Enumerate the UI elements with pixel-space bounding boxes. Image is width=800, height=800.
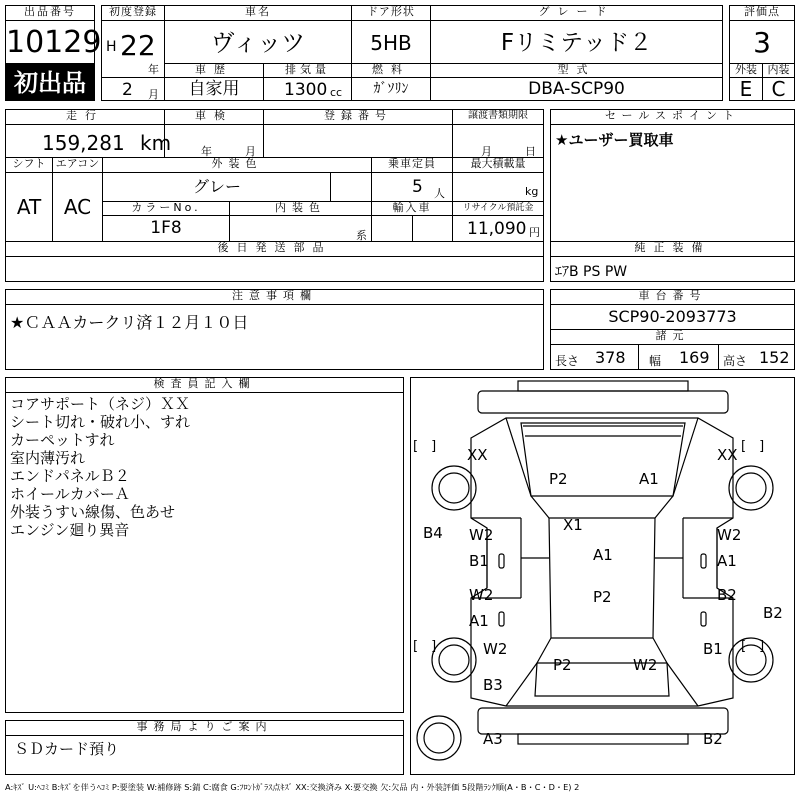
recycle-cell: 11,090 円 <box>452 215 544 242</box>
registration-month-cell: 2 月 <box>101 77 165 101</box>
damage-code: B2 <box>763 604 783 622</box>
interior-color-header: 内装色 <box>229 201 372 216</box>
damage-code: W2 <box>483 640 508 658</box>
svg-text:[ ]: [ ] <box>413 639 437 654</box>
damage-code: B2 <box>717 586 737 604</box>
dimensions-header: 諸元 <box>550 329 795 345</box>
max-load-cell: kg <box>452 172 544 202</box>
first-listing-badge: 初出品 <box>5 63 95 101</box>
inspector-line: カーペットすれ <box>10 431 115 449</box>
sales-point-header: セールスポイント <box>550 109 795 125</box>
damage-code: XX <box>717 446 738 464</box>
damage-code: B2 <box>703 730 723 748</box>
notes-header: 注意事項欄 <box>5 289 544 305</box>
damage-code: W2 <box>633 656 658 674</box>
inspector-line: コアサポート（ネジ）ＸＸ <box>10 395 191 413</box>
damage-code: B3 <box>483 676 503 694</box>
era-value: H <box>106 39 117 55</box>
history-cell: 自家用 <box>164 77 264 101</box>
svg-text:[ ]: [ ] <box>741 639 765 654</box>
color-no-header: カラーNo. <box>102 201 230 216</box>
grade-header: グレード <box>430 5 723 21</box>
exterior-color-cell: グレー <box>102 172 372 202</box>
aircon-cell: AC <box>52 172 103 242</box>
damage-code: A1 <box>717 552 737 570</box>
sales-point-text: ★ユーザー買取車 <box>555 131 674 149</box>
interior-rating-cell: C <box>762 77 795 101</box>
max-load-header: 最大積載量 <box>452 157 544 173</box>
inspector-line: ホイールカバーＡ <box>10 485 130 503</box>
inspector-line: シート切れ・破れ小、すれ <box>10 413 191 431</box>
inspector-lines <box>10 395 190 539</box>
import-cell-right <box>412 215 453 242</box>
notes-cell <box>5 304 544 370</box>
registration-number-header: 登録番号 <box>263 109 453 125</box>
inspection-header: 車検 <box>164 109 264 125</box>
registration-month: 2 <box>122 80 133 100</box>
interior-rating-header: 内装 <box>762 63 795 78</box>
mileage-value: 159,281 <box>42 131 125 155</box>
damage-code: W2 <box>717 526 742 544</box>
car-name-value: ヴィッツ <box>210 29 306 57</box>
inspector-line: エンドパネルＢ２ <box>10 467 130 485</box>
displacement-cell: 1300 cc <box>263 77 352 101</box>
grade-cell <box>430 20 723 64</box>
grade-value: Fリミテッド２ <box>500 30 653 56</box>
car-name-header: 車名 <box>164 5 352 21</box>
exterior-rating-cell: E <box>729 77 763 101</box>
aircon-header: エアコン <box>52 157 103 173</box>
genuine-equipment-cell: ｴｱB PS PW <box>550 256 795 282</box>
inspector-header: 検査員記入欄 <box>5 377 404 393</box>
inspector-line: 室内薄汚れ <box>10 449 86 467</box>
import-header: 輸入車 <box>371 201 453 216</box>
score-value: 3 <box>753 26 771 59</box>
door-type-value: 5HB <box>370 31 412 55</box>
model-cell <box>430 77 723 101</box>
damage-code: B1 <box>469 552 489 570</box>
notes-text: ★ＣＡＡカークリ済１２月１０日 <box>10 313 249 332</box>
length-value: 378 <box>595 348 626 367</box>
history-header: 車歴 <box>164 63 264 78</box>
car-outline-svg <box>411 378 794 774</box>
lot-number-header: 出品番号 <box>5 5 95 21</box>
chassis-header: 車台番号 <box>550 289 795 305</box>
office-cell <box>5 735 404 775</box>
inspector-line: 外装うすい線傷、色あせ <box>10 503 176 521</box>
door-type-cell <box>351 20 431 64</box>
interior-color-cell: 系 <box>229 215 372 242</box>
transfer-docs-cell: 月 日 <box>452 124 544 158</box>
score-cell <box>729 20 795 64</box>
chassis-value: SCP90-2093773 <box>608 307 737 326</box>
office-text: ＳＤカード預り <box>14 740 120 758</box>
damage-code: B4 <box>423 524 443 542</box>
registration-year: 22 <box>120 29 156 62</box>
damage-code: P2 <box>553 656 572 674</box>
damage-code: W2 <box>469 526 494 544</box>
svg-text:[ ]: [ ] <box>741 439 765 454</box>
first-registration-cell: H 22 年 <box>101 20 165 78</box>
model-value: DBA-SCP90 <box>528 79 625 99</box>
damage-code: XX <box>467 446 488 464</box>
damage-code: A3 <box>483 730 503 748</box>
damage-code: A1 <box>593 546 613 564</box>
inspector-cell <box>5 392 404 713</box>
legend-text: A:ｷｽﾞ U:ﾍｺﾐ B:ｷｽﾞを伴うﾍｺﾐ P:要塗装 W:補修跡 S:錆 C:腐食 G:ﾌﾛﾝﾄｶﾞﾗｽ点ｷｽﾞ XX:交換済み X:要交換 欠:欠品 内・外装評価 5段階ﾗﾝｸ順(A・B・C・D・E) 2 <box>5 782 580 792</box>
registration-number-cell <box>263 124 453 158</box>
car-name-cell <box>164 20 352 64</box>
recycle-header: リサイクル預託金 <box>452 201 544 216</box>
damage-code: W2 <box>469 586 494 604</box>
mileage-cell: 159,281 km <box>5 124 165 158</box>
damage-code: A1 <box>639 470 659 488</box>
damage-code: A1 <box>469 612 489 630</box>
damage-code: B1 <box>703 640 723 658</box>
damage-code: P2 <box>549 470 568 488</box>
dimensions-cell: 長さ 378 幅 169 高さ 152 <box>550 344 795 370</box>
damage-diagram <box>410 377 795 775</box>
import-cell-left <box>371 215 413 242</box>
exterior-rating-header: 外装 <box>729 63 763 78</box>
displacement-header: 排気量 <box>263 63 352 78</box>
door-type-header: ドア形状 <box>351 5 431 21</box>
score-header: 評価点 <box>729 5 795 21</box>
fuel-cell: ｶﾞｿﾘﾝ <box>351 77 431 101</box>
color-no-cell: 1F8 <box>102 215 230 242</box>
lot-number-cell <box>5 20 102 64</box>
color-divider <box>330 172 331 202</box>
later-parts-header: 後日発送部品 <box>5 241 544 257</box>
capacity-header: 乗車定員 <box>371 157 453 173</box>
capacity-cell: 5 人 <box>371 172 453 202</box>
height-value: 152 <box>759 348 790 367</box>
inspector-line: エンジン廻り異音 <box>10 521 130 539</box>
lot-number-value: 10129 <box>6 25 102 60</box>
mileage-header: 走行 <box>5 109 165 125</box>
office-header: 事務局よりご案内 <box>5 720 404 736</box>
transfer-docs-header: 譲渡書類期限 <box>452 109 544 125</box>
shift-header: シフト <box>5 157 53 173</box>
model-header: 型式 <box>430 63 723 78</box>
width-value: 169 <box>679 348 710 367</box>
sales-point-cell <box>550 124 795 242</box>
inspection-cell: 年 月 <box>164 124 264 158</box>
later-parts-cell <box>5 256 544 282</box>
first-registration-header: 初度登録 <box>101 5 165 21</box>
fuel-header: 燃料 <box>351 63 431 78</box>
exterior-color-header: 外装色 <box>102 157 372 173</box>
svg-text:[ ]: [ ] <box>413 439 437 454</box>
genuine-equipment-header: 純正装備 <box>550 241 795 257</box>
chassis-cell <box>550 304 795 330</box>
shift-cell: AT <box>5 172 53 242</box>
damage-code: X1 <box>563 516 583 534</box>
damage-code: P2 <box>593 588 612 606</box>
